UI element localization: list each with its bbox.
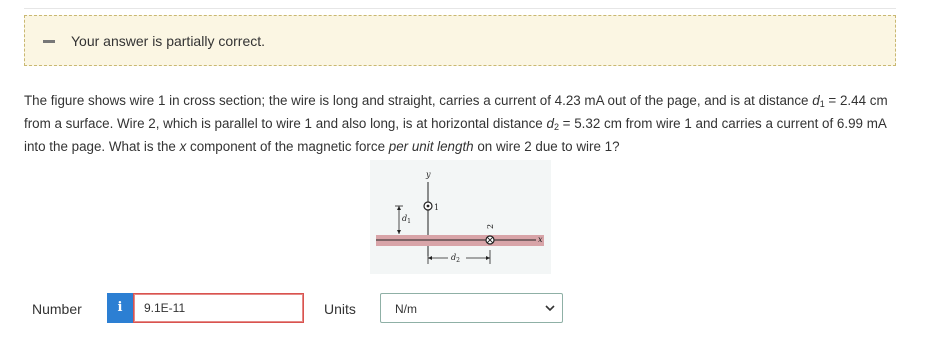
units-select[interactable] <box>380 293 563 323</box>
question-part: on wire 2 due to wire 1? <box>473 139 620 154</box>
question-part: The figure shows wire 1 in cross section; the wire is long and straight, carries a current of 4.23 mA out of the page, and is at distance <box>24 93 813 108</box>
d2-arrow-right <box>486 256 490 260</box>
question-part: = 5.32 cm from wire 1 and carries a current of 6.99 mA into the page. What is the <box>24 116 887 154</box>
x-axis-label: x <box>538 235 543 244</box>
top-divider <box>24 8 896 9</box>
d2-variable: d <box>546 116 554 131</box>
wire2-label: 2 <box>486 223 495 229</box>
d1-subscript: 1 <box>819 99 825 109</box>
chevron-down-icon <box>544 302 556 314</box>
d2-label: $d_2$ <box>451 253 460 264</box>
answer-number-input[interactable] <box>133 293 304 323</box>
x-variable: x <box>179 139 187 154</box>
y-axis-label: y <box>426 170 431 179</box>
wire1-label: 1 <box>434 203 440 212</box>
d1-arrow-up <box>397 206 401 210</box>
wire1-dot <box>427 205 430 208</box>
per-unit-length-emphasis: per unit length <box>388 139 474 154</box>
dash-icon <box>43 40 55 43</box>
wire-figure <box>370 160 551 274</box>
question-part: component of the magnetic force <box>186 139 389 154</box>
wire-diagram <box>370 160 551 274</box>
units-label: Units <box>324 301 356 317</box>
alert-message: Your answer is partially correct. <box>71 33 266 49</box>
d2-arrow-left <box>428 256 432 260</box>
info-icon[interactable]: i <box>107 293 133 323</box>
d1-variable: d <box>812 93 820 108</box>
number-label: Number <box>32 301 82 317</box>
partial-correct-alert <box>24 15 896 66</box>
question-text <box>24 91 900 156</box>
question-part: = 2.44 cm from a surface. Wire 2, which is parallel to wire 1 and also long, is at horizontal distance <box>24 93 888 131</box>
d2-subscript: 2 <box>553 122 559 132</box>
d1-arrow-down <box>397 230 401 234</box>
units-selected-value: N/m <box>395 302 417 316</box>
d1-label: $d_1$ <box>402 214 411 225</box>
